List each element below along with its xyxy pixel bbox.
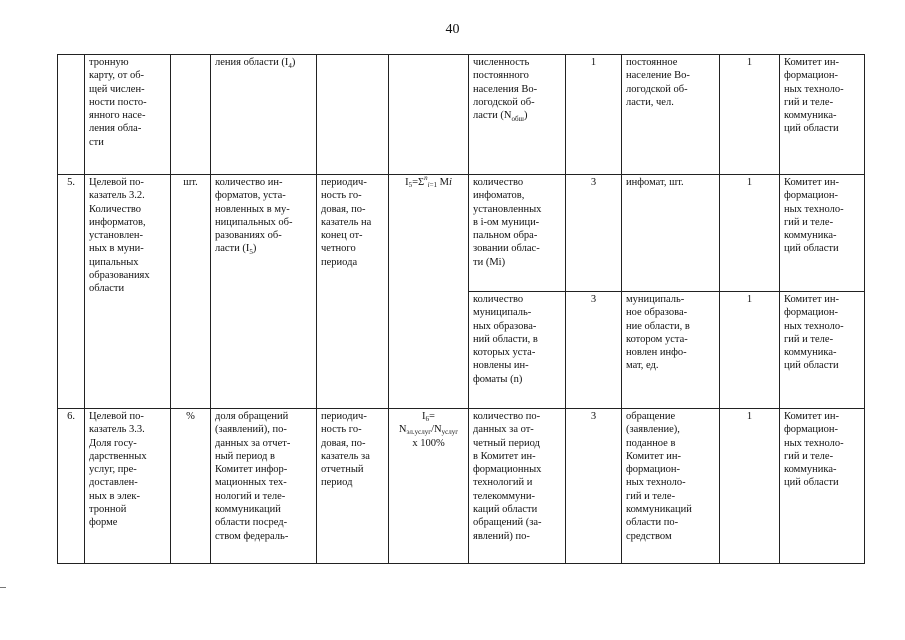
formula-cell: [389, 175, 469, 409]
responsible-cell: Комитет ин- формацион- ных техноло- гий и теле- коммуника- ций области: [780, 55, 865, 175]
base-indicator-cell: количество по- данных за от- четный период в Комитет ин- формационных технологий и телекоммуни- каций области обращений (за- явлений) по-: [469, 409, 566, 564]
unit-cell: [171, 55, 211, 175]
indicator-cell: Целевой по- казатель 3.3. Доля госу- дарственных услуг, пре- доставлен- ных в элек- тронной форме: [85, 409, 171, 564]
formula-cell: [389, 55, 469, 175]
table-row: [58, 55, 865, 175]
method-cell: 1: [566, 55, 622, 175]
indicator-cell: Целевой по- казатель 3.2. Количество информатов, установлен- ных в муни- ципальных образованиях области: [85, 175, 171, 409]
method-cell: 3: [566, 175, 622, 292]
coverage-cell: 1: [720, 292, 780, 409]
row-number-cell: [58, 55, 85, 175]
base-indicator-cell: количество муниципаль- ных образова- ний области, в которых уста- новлены ин- фоматы (n): [469, 292, 566, 409]
responsible-cell: Комитет ин- формацион- ных техноло- гий и теле- коммуника- ций области: [780, 175, 865, 292]
table-row: [58, 175, 865, 292]
row-number-cell: 6.: [58, 409, 85, 564]
period-cell: [317, 55, 389, 175]
observation-unit-cell: инфомат, шт.: [622, 175, 720, 292]
coverage-cell: 1: [720, 175, 780, 292]
coverage-cell: 1: [720, 409, 780, 564]
definition-cell: доля обращений (заявлений), по- данных за отчет- ный период в Комитет инфор- мационных тех- нологий и теле- коммуникаций области посред- ством федераль-: [211, 409, 317, 564]
definition-cell: ления области $(I_4)$: [211, 55, 317, 175]
unit-cell: %: [171, 409, 211, 564]
formula-text: $I_6=$ $N_{эл.услуг}/N_{услуг}$ x 100%: [398, 411, 459, 449]
base-indicator-cell: количество инфоматов, установленных в i-ом муници- пальном обра- зовании облас- ти (Mi): [469, 175, 566, 292]
margin-mark: [0, 587, 6, 588]
definition-cell: количество ин- форматов, уста- новленных в му- ниципальных об- разованиях об- ласти $(I_5)$: [211, 175, 317, 409]
formula-cell: [389, 409, 469, 564]
indicator-cell: тронную карту, от об- щей числен- ности посто- янного насе- ления обла- сти: [85, 55, 171, 175]
unit-cell: шт.: [171, 175, 211, 409]
observation-unit-cell: постоянное население Во- логодской об- ласти, чел.: [622, 55, 720, 175]
coverage-cell: 1: [720, 55, 780, 175]
page-number: 40: [445, 22, 460, 37]
method-cell: 3: [566, 409, 622, 564]
responsible-cell: Комитет ин- формацион- ных техноло- гий и теле- коммуника- ций области: [780, 292, 865, 409]
row-number-cell: 5.: [58, 175, 85, 409]
table-row: [58, 409, 865, 564]
base-indicator-cell: численность постоянного населения Во- логодской об- ласти $(N_{обш})$: [469, 55, 566, 175]
responsible-cell: Комитет ин- формацион- ных техноло- гий и теле- коммуника- ций области: [780, 409, 865, 564]
formula-text: $I_5=\Sigma^n_{i=1}$ Mi: [405, 174, 452, 189]
indicators-table: [57, 54, 865, 564]
observation-unit-cell: обращение (заявление), поданное в Комитет ин- формацион- ных техноло- гий и теле- коммуникаций области по- средством: [622, 409, 720, 564]
period-cell: периодич- ность го- довая, по- казатель за отчетный период: [317, 409, 389, 564]
period-cell: периодич- ность го- довая, по- казатель на конец от- четного периода: [317, 175, 389, 409]
observation-unit-cell: муниципаль- ное образова- ние области, в котором уста- новлен инфо- мат, ед.: [622, 292, 720, 409]
method-cell: 3: [566, 292, 622, 409]
